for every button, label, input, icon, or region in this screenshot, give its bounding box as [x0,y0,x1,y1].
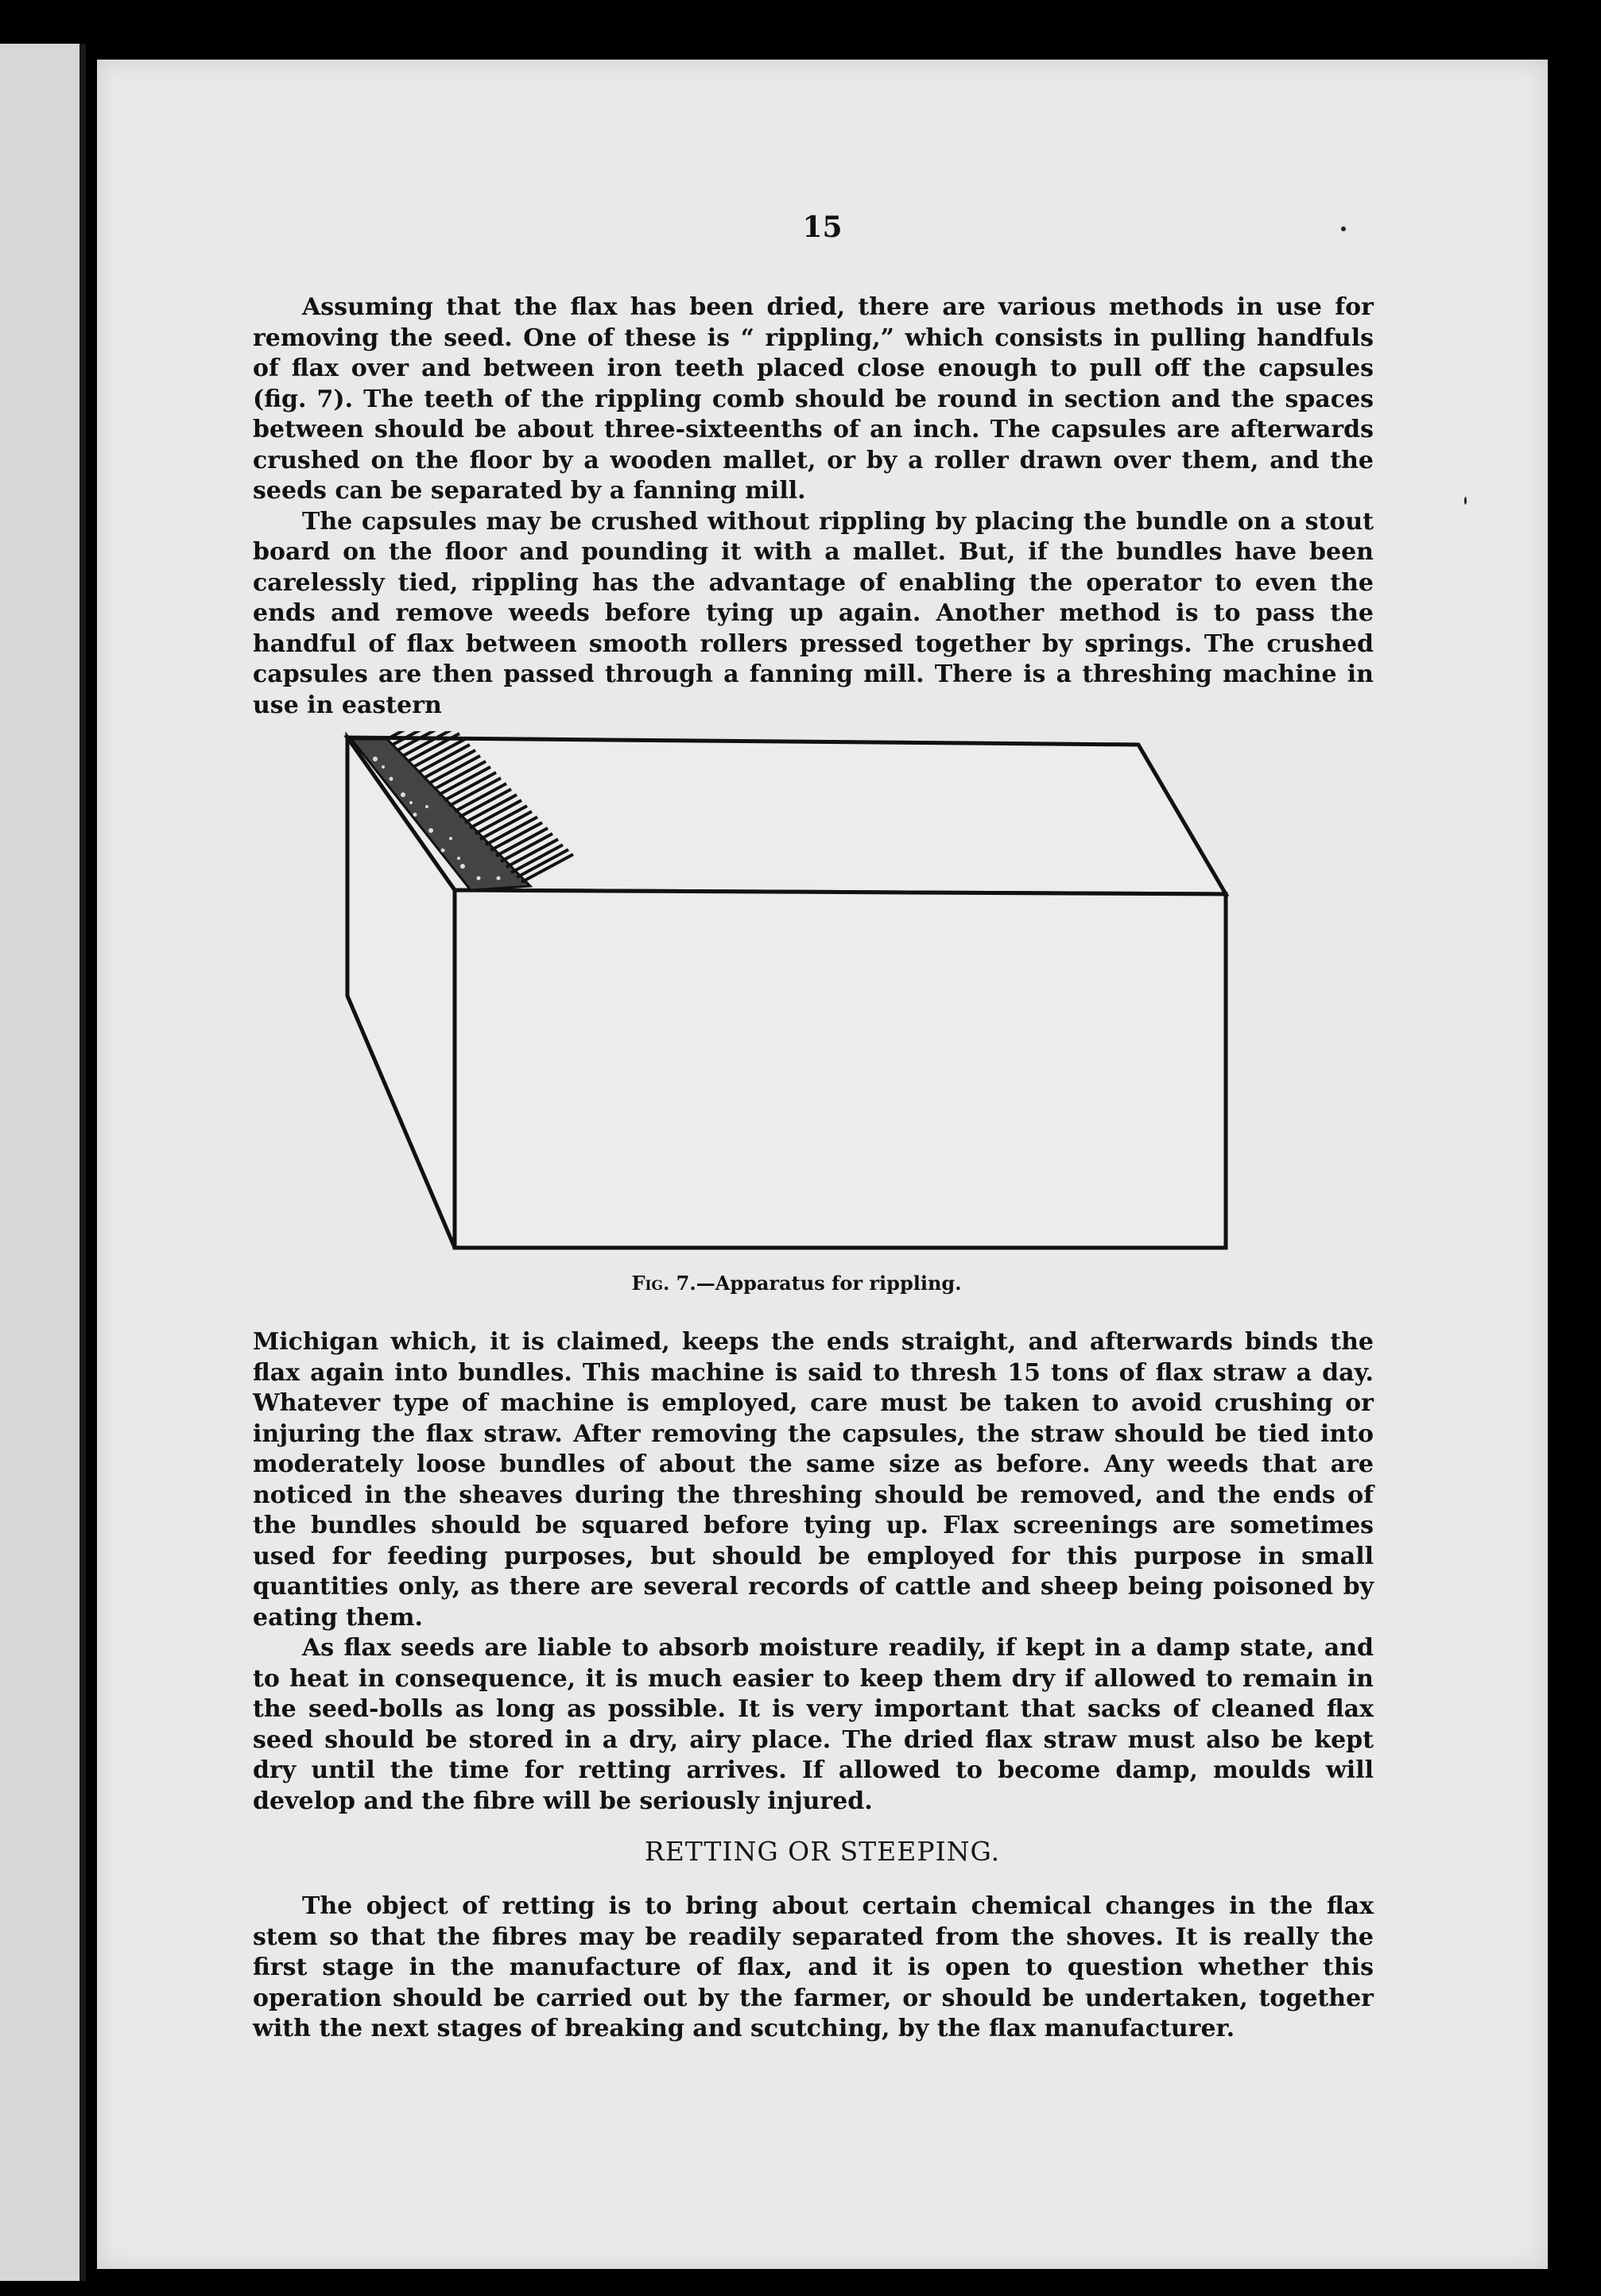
paragraph: The capsules may be crushed without rippling by placing the bundle on a stout board on the floor and pounding it with a mallet. But, if the bundles have been carelessly tied, rippling has the advantage of enabling the operator to even the ends and remove weeds before tying up again. Another method is to pass the handful of flax between smooth rollers pressed together by springs. The crushed capsules are then passed through a fanning mill. There is a threshing machine in use in eastern [253,507,1374,719]
figure-caption [343,1272,1250,1295]
scan-speck [1341,227,1346,231]
text-block-middle [253,1327,1374,1817]
box-front-face [455,890,1226,1248]
scan-speck [1464,497,1467,505]
figure-rippling-apparatus [343,731,1250,1327]
left-page-edge [0,44,86,2281]
paragraph: Michigan which, it is claimed, keeps the ends straight, and afterwards binds the flax again into bundles. This machine is said to thresh 15 tons of flax straw a day. Whatever type of machine is employed, care must be taken to avoid crushing or injuring the flax straw. After removing the capsules, the straw should be tied into moderately loose bundles of about the same size as before. Any weeds that are noticed in the sheaves during the threshing should be removed, and the ends of the bundles should be squared before tying up. Flax screenings are sometimes used for feeding purposes, but should be employed for this purpose in small quantities only, as there are several records of cattle and sheep being poisoned by eating them. [253,1328,1374,1632]
rippling-box-illustration [343,731,1250,1264]
paragraph: As flax seeds are liable to absorb moisture readily, if kept in a damp state, and to heat in consequence, it is much easier to keep them dry if allowed to remain in the seed-bolls as long as possible. It is very important that sacks of cleaned flax seed should be stored in a dry, airy place. The dried flax straw must also be kept dry until the time for retting arrives. If allowed to become damp, moulds will develop and the fibre will be seriously injured. [253,1634,1374,1815]
section-heading: RETTING OR STEEPING. [644,1836,1001,1867]
paragraph: Assuming that the flax has been dried, there are various methods in use for removing the seed. One of these is “ rippling,” which consists in pulling handfuls of flax over and between iron teeth placed close enough to pull off the capsules (fig. 7). The teeth of the rippling comb should be round in section and the spaces between should be about three-sixteenths of an inch. The capsules are afterwards crushed on the floor by a wooden mallet, or by a roller drawn over them, and the seeds can be separated by a fanning mill. [253,293,1374,505]
figure-caption-text: —Apparatus for rippling. [696,1272,962,1295]
text-block-top [253,292,1374,721]
figure-label: Fig. 7. [631,1272,696,1295]
paragraph: The object of retting is to bring about certain chemical changes in the flax stem so that the fibres may be readily separated from the shoves. It is really the first stage in the manufacture of flax, and it is open to question whether this operation should be carried out by the farmer, or should be undertaken, together with the next stages of breaking and scutching, by the flax manufacturer. [253,1892,1374,2042]
text-block-bottom [253,1891,1374,2045]
page-number: 15 [802,211,843,244]
book-page [97,60,1548,2269]
